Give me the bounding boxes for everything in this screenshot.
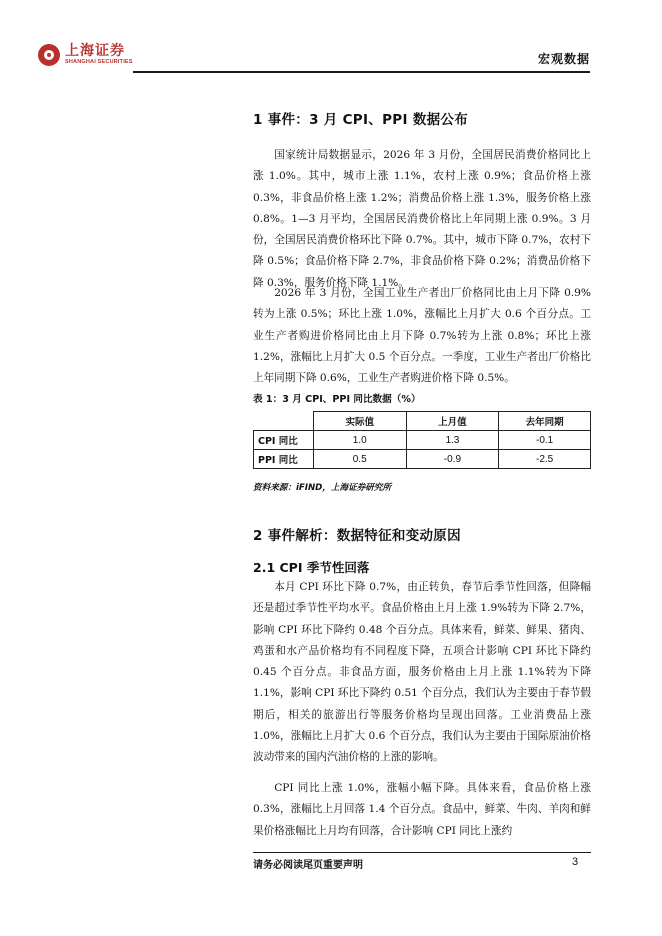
row-label-ppi: PPI 同比 bbox=[254, 450, 314, 469]
header-divider bbox=[133, 71, 590, 73]
column-header-last-year: 去年同期 bbox=[499, 412, 591, 431]
row-label-cpi: CPI 同比 bbox=[254, 431, 314, 450]
cpi-actual-cell: 1.0 bbox=[313, 431, 406, 450]
cpi-ppi-table bbox=[253, 411, 591, 469]
ppi-actual-cell: 0.5 bbox=[313, 450, 406, 469]
ppi-previous-cell: -0.9 bbox=[406, 450, 499, 469]
cpi-previous-cell: 1.3 bbox=[406, 431, 499, 450]
section-1-heading: 1 事件：3 月 CPI、PPI 数据公布 bbox=[253, 112, 469, 128]
logo-name-cn: 上海证券 bbox=[65, 43, 125, 59]
section-1-paragraph-2: 2026 年 3 月份，全国工业生产者出厂价格同比由上月下降 0.9%转为上涨 0.5%；环比上涨 1.0%，涨幅比上月扩大 0.6 个百分点。工业生产者购进价格同比由上月下降 0.7%转为上涨 0.8%；环比上涨 1.2%，涨幅比上月扩大 0.5 个百分点。一季度，工业生产者出厂价格比上年同期下降 0.6%，工业生产者购进价格下降 0.5%。 bbox=[253, 287, 591, 385]
logo-text bbox=[65, 44, 133, 66]
section-2-paragraph-2: CPI 同比上涨 1.0%，涨幅小幅下降。具体来看，食品价格上涨 0.3%，涨幅比上月回落 1.4 个百分点。食品中，鲜菜、牛肉、羊肉和鲜果价格涨幅比上月均有回落，合计影响 CPI 同比上涨约 bbox=[253, 782, 591, 837]
table-corner-cell bbox=[254, 412, 314, 431]
section-1-paragraph-1: 国家统计局数据显示，2026 年 3 月份，全国居民消费价格同比上涨 1.0%。其中，城市上涨 1.1%，农村上涨 0.9%；食品价格上涨 0.3%，非食品价格上涨 1.2%；消费品价格上涨 1.3%，服务价格上涨 0.8%。1—3 月平均，全国居民消费价格比上年同期上涨 0.9%。3 月份，全国居民消费价格环比下降 0.7%。其中，城市下降 0.7%，农村下降 0.5%；食品价格下降 2.7%，非食品价格下降 0.2%；消费品价格下降 0.3%，服务价格下降 1.1%。 bbox=[253, 149, 591, 289]
section-2-paragraph-1: 本月 CPI 环比下降 0.7%，由正转负，春节后季节性回落，但降幅还是超过季节性平均水平。食品价格由上月上涨 1.9%转为下降 2.7%，影响 CPI 环比下降约 0.48 个百分点。具体来看，鲜菜、鲜果、猪肉、鸡蛋和水产品价格均有不同程度下降，五项合计影响 CPI 环比下降约 0.45 个百分点。非食品方面，服务价格由上月上涨 1.1%转为下降 1.1%，影响 CPI 环比下降约 0.51 个百分点，我们认为主要由于春节假期后，相关的旅游出行等服务价格均呈现出回落。工业消费品上涨 1.0%，涨幅比上月扩大 0.6 个百分点，我们认为主要由于国际原油价格波动带来的国内汽油价格的上涨的影响。 bbox=[253, 581, 591, 764]
cpi-last-year-cell: -0.1 bbox=[499, 431, 591, 450]
footer-divider bbox=[253, 852, 591, 853]
logo-emblem-icon bbox=[38, 44, 60, 66]
report-category: 宏观数据 bbox=[537, 52, 590, 66]
footer-disclaimer: 请务必阅读尾页重要声明 bbox=[253, 860, 363, 871]
column-header-actual: 实际值 bbox=[313, 412, 406, 431]
section-2-heading: 2 事件解析：数据特征和变动原因 bbox=[253, 528, 461, 544]
column-header-previous: 上月值 bbox=[406, 412, 499, 431]
subsection-2-1-heading: 2.1 CPI 季节性回落 bbox=[253, 560, 370, 575]
table-caption: 表 1：3 月 CPI、PPI 同比数据（%） bbox=[253, 394, 421, 405]
page-number: 3 bbox=[572, 856, 579, 868]
table-row bbox=[254, 450, 591, 469]
logo-name-en: SHANGHAI SECURITIES bbox=[65, 59, 133, 65]
page-header bbox=[38, 44, 590, 72]
table-source-note: 资料来源：iFIND，上海证券研究所 bbox=[253, 483, 392, 493]
table-header-row bbox=[254, 412, 591, 431]
table-row bbox=[254, 431, 591, 450]
ppi-last-year-cell: -2.5 bbox=[499, 450, 591, 469]
company-logo bbox=[38, 44, 133, 66]
